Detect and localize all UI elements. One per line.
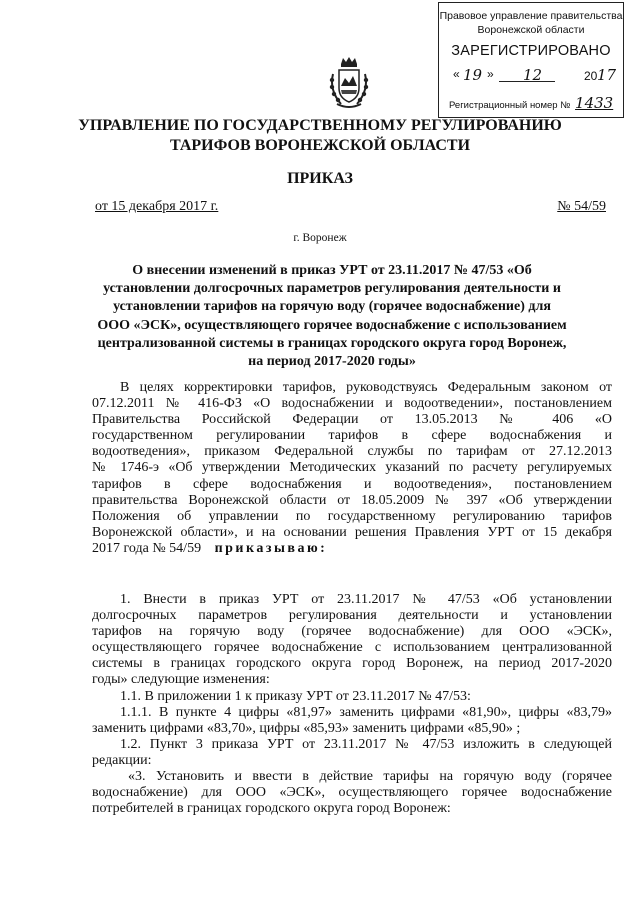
stamp-date: « 19 » 12 20 17 [453,66,617,84]
stamp-year-prefix: 20 [584,69,598,83]
org-line-2: ТАРИФОВ ВОРОНЕЖСКОЙ ОБЛАСТИ [169,137,471,154]
item-line: 1. Внести в приказ УРТ от 23.11.2017 № 47/53 «Об установлении [120,592,612,607]
subject-line: установлении тарифов на горячую воду (горячее водоснабжение) для [113,299,551,315]
item-line: 1.1.1. В пункте 4 цифры «81,97» заменить цифрами «81,90», цифры «83,79» [120,704,612,720]
item-line: водоснабжение) для ООО «ЭСК», осуществляющего горячее водоснабжение [92,785,612,801]
item-line: долгосрочных параметров регулирования деятельности и установлении [92,608,612,624]
subject-line: на период 2017-2020 годы» [248,354,416,370]
preamble-line: № 1746-э «Об утверждении Методических указаний по расчету регулируемых [92,460,612,476]
item-line: потребителей в границах городского округа город Воронеж: [92,801,451,817]
coat-of-arms-icon [327,56,371,110]
subject-line: О внесении изменений в приказ УРТ от 23.11.2017 № 47/53 «Об [132,263,532,278]
organization-title [60,116,580,156]
document-number: № 54/59 [557,199,606,214]
org-line-1: УПРАВЛЕНИЕ ПО ГОСУДАРСТВЕННОМУ РЕГУЛИРОВАНИЮ [78,117,562,134]
stamp-dept-line-2: Воронежской области [477,24,585,36]
document-city: г. Воронеж [293,232,347,244]
preamble-line: Воронежской области», и на основании решения Правления УРТ от 15 декабря [92,524,612,540]
preamble-line: В целях корректировки тарифов, руководствуясь Федеральным законом от [120,380,612,395]
preamble-last-line [92,541,612,557]
preamble-line: тарифов в сфере водоснабжения и водоотведения», постановлением [92,476,612,492]
stamp-department [439,9,623,37]
item-line: системы в границах городского округа город Воронеж, на период 2017-2020 [92,656,612,672]
stamp-reg-number: 1433 [575,94,614,112]
item-line: годы» следующие изменения: [92,672,270,688]
stamp-reg-label: Регистрационный номер № [449,100,571,111]
item-line: осуществляющего горячее водоснабжение с использованием централизованной [92,640,612,656]
item-line: 1.1. В приложении 1 к приказу УРТ от 23.11.2017 № 47/53: [120,688,471,704]
preamble-last: 2017 года № 54/59 [92,540,202,556]
preamble [92,380,612,557]
order-items [92,592,612,817]
stamp-registered-label: ЗАРЕГИСТРИРОВАНО [451,43,611,59]
preamble-line: правительства Воронежской области от 18.05.2009 № 397 «Об утверждении [92,492,612,508]
item-line: 1.2. Пункт 3 приказа УРТ от 23.11.2017 № 47/53 изложить в следующей [120,736,612,752]
preamble-line: 07.12.2011 № 416-ФЗ «О водоснабжении и водоотведении», постановлением [92,396,612,412]
preamble-line: Положения об управлении по государственному регулированию тарифов [92,508,612,524]
registration-stamp [438,2,624,118]
stamp-year-suffix: 17 [597,66,617,84]
item-line: тарифов на горячую воду (горячее водоснабжение) для ООО «ЭСК», [92,624,612,640]
stamp-reg-number-line [449,94,613,112]
document-type: ПРИКАЗ [287,170,353,187]
stamp-day: 19 [463,66,483,84]
preamble-line: водоотведения», приказом Федеральной службы по тарифам от 27.12.2013 [92,444,612,460]
document-subject [92,262,572,371]
item-line: редакции: [92,752,152,768]
item-line: «3. Установить и ввести в действие тарифы на горячую воду (горячее [128,769,612,785]
document-date: от 15 декабря 2017 г. [95,199,219,214]
stamp-dept-line-1: Правовое управление правительства [439,10,623,22]
subject-line: ООО «ЭСК», осуществляющего горячее водоснабжение с использованием [97,317,567,333]
subject-line: установлении долгосрочных параметров регулирования деятельности и [103,281,561,297]
preamble-line: государственном регулировании тарифов в сфере водоснабжения и [92,428,612,444]
preamble-line: Правительства Российской Федерации от 13.05.2013 № 406 «О [92,412,612,428]
item-line: заменить цифрами «83,70», цифры «85,93» заменить цифрами «85,90» ; [92,720,521,736]
stamp-month: 12 [523,66,543,84]
subject-line: централизованной системы в границах городского округа город Воронеж, [97,335,567,351]
orders-word: приказываю: [214,540,328,556]
